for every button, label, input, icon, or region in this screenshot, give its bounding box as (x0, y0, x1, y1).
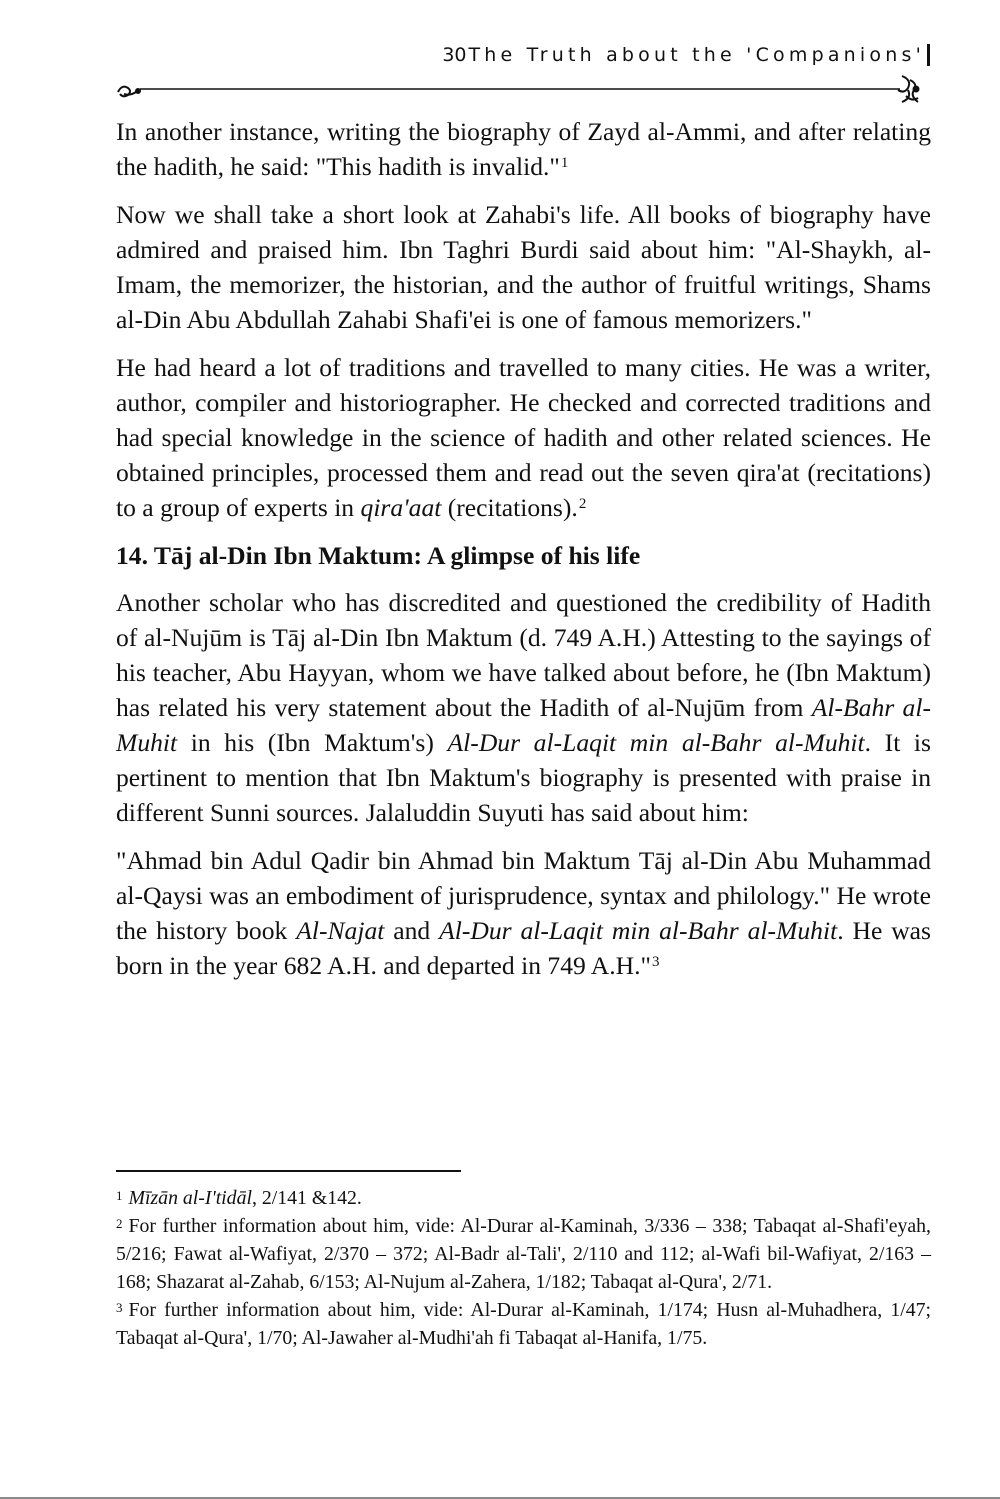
paragraph-4: Another scholar who has discredited and questioned the credibility of Hadith of al-Nujūm is Tāj al-Din Ibn Maktum (d. 749 A.H.) Attesting to the sayings of his teacher, Abu Hayyan, whom we have talked about before, he (Ibn Maktum) has related his very statement about the Hadith of al-Nujūm from Al-Bahr al-Muhit in his (Ibn Maktum's) Al-Dur al-Laqit min al-Bahr al-Muhit. It is pertinent to mention that Ibn Maktum's biography is presented with praise in different Sunni sources. Jalaluddin Suyuti has said about him: (116, 588, 932, 827)
footnote-3: $^3$ For further information about him, vide: Al-Durar al-Kaminah, 1/174; Husn al-Muhadhera, 1/47; Tabaqat al-Qura', 1/70; Al-Jawaher al-Mudhi'ah fi Tabaqat al-Hanifa, 1/75. (116, 1299, 931, 1349)
paragraph-5: "Ahmad bin Adul Qadir bin Ahmad bin Maktum Tāj al-Din Abu Muhammad al-Qaysi was an embodiment of jurisprudence, syntax and philology." He wrote the history book Al-Najat and Al-Dur al-Laqit min al-Bahr al-Muhit. He was born in the year 682 A.H. and departed in 749 A.H."$^3$ (116, 846, 931, 980)
paragraph-2: Now we shall take a short look at Zahabi's life. All books of biography have admired and praised him. Ibn Taghri Burdi said about him: "Al-Shaykh, al-Imam, the memorizer, the historian, and the author of fruitful writings, Shams al-Din Abu Abdullah Zahabi Shafi'ei is one of famous memorizers." (116, 200, 931, 334)
paragraph-1: In another instance, writing the biography of Zayd al-Ammi, and after relating the hadith, he said: "This hadith is invalid."$^1$ (116, 117, 931, 181)
footnote-ref-3: 3 (652, 954, 660, 970)
footnote-1: $^1$ Mīzān al-I'tidāl, 2/141 &142. (116, 1187, 362, 1209)
ornamental-rule (110, 70, 935, 110)
footnote-separator (116, 1170, 461, 1172)
page-number: 30 (442, 44, 467, 66)
left-flourish-icon (118, 87, 140, 97)
right-flourish-icon (898, 76, 919, 102)
main-text (116, 114, 931, 996)
footnote-ref-2: 2 (578, 496, 587, 512)
paragraph-3: He had heard a lot of traditions and travelled to many cities. He was a writer, author, compiler and historiographer. He checked and corrected traditions and had special knowledge in the science of hadith and other related sciences. He obtained principles, processed them and read out the seven qira'at (recitations) to a group of experts in qira'aat (recitations).$^2$ (116, 353, 931, 522)
footnotes (116, 1184, 931, 1352)
footnote-ref-1: 1 (560, 155, 569, 171)
running-header (116, 40, 930, 70)
footnote-2: $^2$ For further information about him, vide: Al-Durar al-Kaminah, 3/336 – 338; Tabaqat al-Shafi'eyah, 5/216; Fawat al-Wafiyat, 2/370 – 372; Al-Badr al-Tali', 2/110 and 112; al-Wafi bil-Wafiyat, 2/163 – 168; Shazarat al-Zahab, 6/153; Al-Nujum al-Zahera, 1/182; Tabaqat al-Qura', 2/71. (116, 1215, 931, 1293)
running-title: The Truth about the 'Companions' (468, 44, 925, 66)
header-end-bar (927, 44, 930, 66)
section-heading: 14. Tāj al-Din Ibn Maktum: A glimpse of his life (116, 541, 641, 570)
